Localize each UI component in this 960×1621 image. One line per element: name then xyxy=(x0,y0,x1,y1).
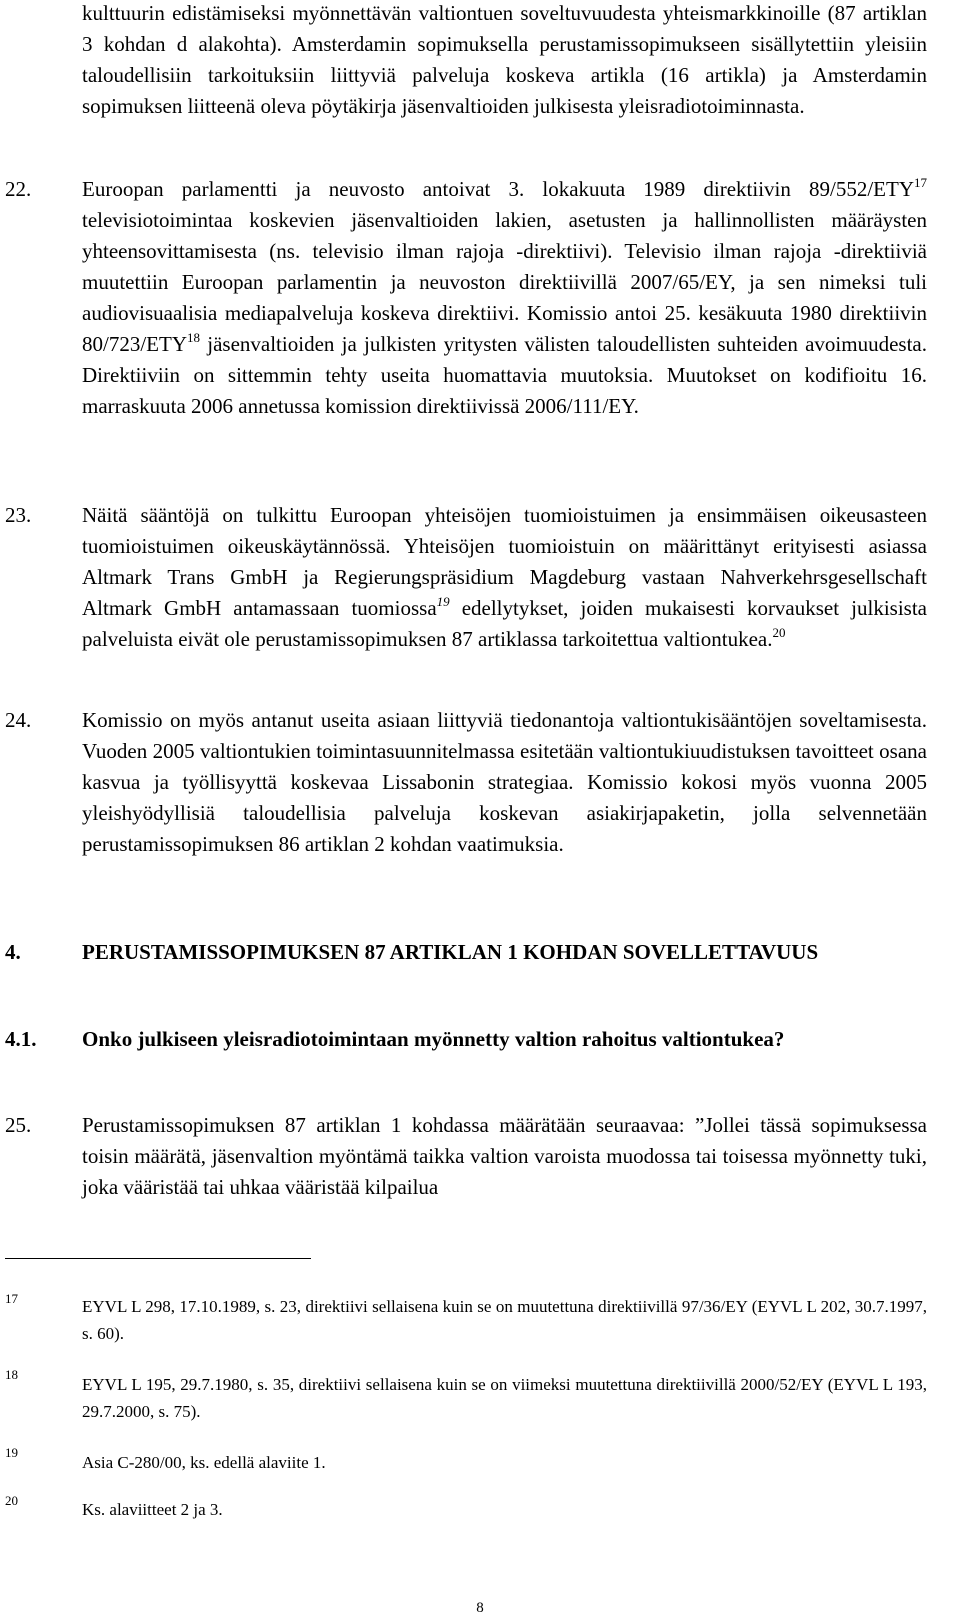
paragraph-21-text: kulttuurin edistämiseksi myönnettävän valtiontuen soveltuvuudesta yhteismarkkinoille (87 artiklan 3 kohdan d alakohta). Amsterdamin sopimuksella perustamissopimukseen sisällytettiin yleisiin taloudellisiin tarkoituksiin liittyviä palveluja koskeva artikla (16 artikla) ja Amsterdamin sopimuksen liitteenä oleva pöytäkirja jäsenvaltioiden julkisesta yleisradiotoiminnasta. xyxy=(82,1,927,118)
footnote-number: 18 xyxy=(5,1367,18,1382)
footnote-ref-17[interactable]: 17 xyxy=(914,175,927,190)
footnote-ref-19[interactable]: 19 xyxy=(436,594,450,609)
paragraph-text: jäsenvaltioiden ja julkisten yritysten välisten taloudellisten suhteiden avoimuudesta. Direktiiviin on sittemmin tehty useita huomattavia muutoksia. Muutokset on kodifioitu 16. marraskuuta 2006 annetussa komission direktiivissä 2006/111/EY. xyxy=(82,332,927,418)
heading-title: PERUSTAMISSOPIMUKSEN 87 ARTIKLAN 1 KOHDAN SOVELLETTAVUUS xyxy=(82,940,819,964)
heading-number: 4.1. xyxy=(5,1027,37,1051)
paragraph-text: Euroopan parlamentti ja neuvosto antoivat 3. lokakuuta 1989 direktiivin 89/552/ETY xyxy=(82,177,914,201)
heading-number: 4. xyxy=(5,940,21,964)
paragraph-body xyxy=(82,705,927,860)
paragraph-text: Perustamissopimuksen 87 artiklan 1 kohdassa määrätään seuraavaa: ”Jollei tässä sopimuksessa toisin määrätä, jäsenvaltion myöntämä taikka valtion varoista muodossa tai toisessa myönnetty tuki, joka vääristää tai uhkaa vääristää kilpailua xyxy=(82,1113,927,1199)
footnote-ref-18[interactable]: 18 xyxy=(187,330,200,345)
footnote-number: 19 xyxy=(5,1445,18,1460)
paragraph-body xyxy=(82,500,927,655)
paragraph-body xyxy=(82,1110,927,1203)
footnote-separator xyxy=(5,1258,311,1259)
heading-title: Onko julkiseen yleisradiotoimintaan myönnetty valtion rahoitus valtiontukea? xyxy=(82,1027,785,1051)
paragraph-21-continuation xyxy=(82,0,927,122)
footnote-ref-20[interactable]: 20 xyxy=(772,625,786,640)
paragraph-number: 22. xyxy=(5,177,32,201)
footnote-number: 17 xyxy=(5,1291,18,1306)
paragraph-text: edellytykset, joiden mukaisesti korvaukset julkisista palveluista eivät ole perustamissopimuksen 87 artiklassa tarkoitettua valtiontukea. xyxy=(82,596,927,651)
footnote-text: EYVL L 195, 29.7.1980, s. 35, direktiivi sellaisena kuin se on viimeksi muutettuna direktiivillä 2000/52/EY (EYVL L 193, 29.7.2000, s. 75). xyxy=(82,1375,927,1421)
footnote-text: EYVL L 298, 17.10.1989, s. 23, direktiivi sellaisena kuin se on muutettuna direktiivillä 97/36/EY (EYVL L 202, 30.7.1997, s. 60). xyxy=(82,1297,927,1343)
paragraph-number: 24. xyxy=(5,708,32,732)
footnote-text: Asia C-280/00, ks. edellä alaviite 1. xyxy=(82,1453,326,1472)
paragraph-number: 23. xyxy=(5,503,32,527)
paragraph-number: 25. xyxy=(5,1113,32,1137)
footnote-text: Ks. alaviitteet 2 ja 3. xyxy=(82,1500,223,1519)
paragraph-text: Näitä sääntöjä on tulkittu Euroopan yhteisöjen tuomioistuimen ja ensimmäisen oikeusasteen tuomioistuimen oikeuskäytännössä. Yhteisöjen tuomioistuin on määrittänyt erityisesti asiassa Altmark Trans GmbH ja Regierungspräsidium Magdeburg vastaan Nahverkehrsgesellschaft Altmark GmbH antamassaan tuomiossa xyxy=(82,503,927,620)
paragraph-body xyxy=(82,174,927,422)
paragraph-text: televisiotoimintaa koskevien jäsenvaltioiden lakien, asetusten ja hallinnollisten määräysten yhteensovittamisesta (ns. televisio ilman rajoja -direktiivi). Televisio ilman rajoja -direktiiviä muutettiin Euroopan parlamentin ja neuvoston direktiivillä 2007/65/EY, ja sen nimeksi tuli audiovisuaalisia mediapalveluja koskeva direktiivi. Komissio antoi 25. kesäkuuta 1980 direktiivin 80/723/ETY xyxy=(82,208,927,356)
page-number: 8 xyxy=(476,1600,484,1616)
paragraph-text: Komissio on myös antanut useita asiaan liittyviä tiedonantoja valtiontukisääntöjen soveltamisesta. Vuoden 2005 valtiontukien toimintasuunnitelmassa esitetään valtiontukiuudistuksen tavoitteet osana kasvua ja työllisyyttä koskevaa Lissabonin strategiaa. Komissio kokosi myös vuonna 2005 yleishyödyllisiä taloudellisia palveluja koskevan asiakirjapaketin, jolla selvennetään perustamissopimuksen 86 artiklan 2 kohdan vaatimuksia. xyxy=(82,708,927,856)
footnote-number: 20 xyxy=(5,1493,18,1508)
